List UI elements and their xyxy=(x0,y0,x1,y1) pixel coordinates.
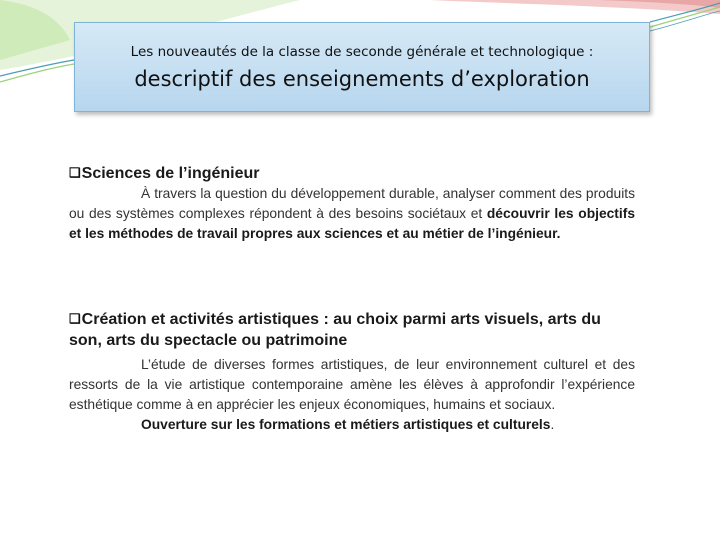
title-subtitle: Les nouveautés de la classe de seconde générale et technologique : xyxy=(130,44,594,60)
section-heading-text: Création et activités artistiques : au choix parmi arts visuels, arts du son, arts du spectacle ou patrimoine xyxy=(69,311,601,349)
section-description xyxy=(69,355,635,415)
section-text: À travers la question du développement durable, analyser comment des produits ou des systèmes complexes répondent à des besoins sociétaux et xyxy=(69,186,635,221)
section-heading-text: Sciences de l’ingénieur xyxy=(81,165,260,182)
section-description xyxy=(69,184,635,244)
section-conclusion xyxy=(69,415,635,435)
section-text-end: . xyxy=(550,417,555,432)
checkbox-bullet-icon: ❑ xyxy=(69,165,81,180)
section-creation-artistique xyxy=(69,308,635,435)
title-banner xyxy=(74,22,650,112)
page-title: descriptif des enseignements d’exploration xyxy=(134,67,590,91)
checkbox-bullet-icon: ❑ xyxy=(69,311,81,326)
section-text: L’étude de diverses formes artistiques, de leur environnement culturel et des ressorts de la vie artistique contemporaine amène les élèves à approfondir l’expérience esthétique comme à en apprécier les enjeux économiques, humains et sociaux. xyxy=(69,357,635,412)
section-text-bold: découvrir les objectifs et les méthodes de travail propres aux sciences et au métier de l’ingénieur. xyxy=(69,206,635,241)
section-sciences-ingenieur xyxy=(69,162,635,244)
section-heading xyxy=(69,162,635,184)
section-heading xyxy=(69,308,635,351)
section-text-bold: Ouverture sur les formations et métiers artistiques et culturels xyxy=(141,417,551,432)
